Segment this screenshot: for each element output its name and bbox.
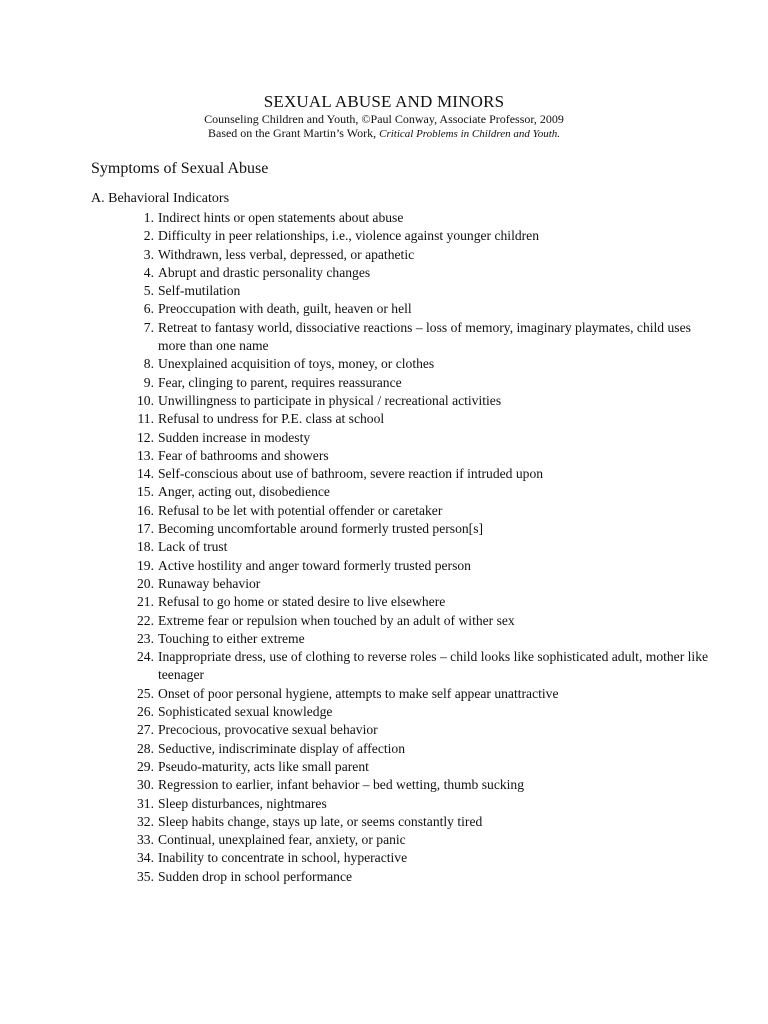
list-item	[120, 721, 720, 739]
list-item	[120, 612, 720, 630]
list-item-number: 5.	[143, 283, 154, 299]
list-item-number: 10.	[137, 392, 154, 408]
source-credit-prefix: Based on the Grant Martin’s Work,	[207, 126, 380, 140]
list-item-text: Indirect hints or open statements about abuse	[158, 210, 404, 225]
list-item-text: Touching to either extreme	[158, 630, 305, 646]
course-credit-line: Counseling Children and Youth, ©Paul Conway, Associate Professor, 2009	[204, 112, 564, 126]
list-item-number: 21.	[137, 594, 154, 610]
source-credit-line	[0, 126, 768, 141]
list-item	[120, 758, 720, 776]
list-item-text: Extreme fear or repulsion when touched by an adult of wither sex	[158, 612, 515, 628]
list-item-text: Abrupt and drastic personality changes	[158, 264, 371, 280]
list-item-text: Refusal to go home or stated desire to live elsewhere	[158, 594, 446, 610]
list-item	[120, 227, 720, 245]
list-item-text: Retreat to fantasy world, dissociative reactions – loss of memory, imaginary playmates, child uses more than one name	[158, 319, 695, 354]
list-item	[120, 868, 720, 886]
list-item	[120, 483, 720, 501]
list-item-text: Sleep habits change, stays up late, or seems constantly tired	[158, 813, 483, 829]
list-item-number: 32.	[137, 813, 154, 829]
list-item	[120, 282, 720, 300]
list-item-text: Sudden drop in school performance	[158, 868, 353, 884]
list-item	[120, 374, 720, 392]
list-item-text: Inability to concentrate in school, hyperactive	[158, 850, 408, 866]
list-item-number: 18.	[137, 539, 154, 555]
list-item-number: 12.	[137, 429, 154, 445]
list-item-number: 17.	[137, 521, 154, 537]
list-item-text: Self-mutilation	[158, 283, 241, 299]
list-item	[120, 392, 720, 410]
document-header	[0, 92, 768, 141]
list-item-number: 22.	[137, 612, 154, 628]
list-item	[120, 319, 720, 356]
list-item	[120, 795, 720, 813]
list-item-number: 29.	[137, 758, 154, 774]
list-item-text: Sudden increase in modesty	[158, 429, 311, 445]
list-item-number: 28.	[137, 740, 154, 756]
list-item-text: Pseudo-maturity, acts like small parent	[158, 758, 369, 774]
list-item-text: Continual, unexplained fear, anxiety, or panic	[158, 832, 406, 848]
list-item	[120, 502, 720, 520]
list-item	[120, 630, 720, 648]
list-item-text: Preoccupation with death, guilt, heaven or hell	[158, 301, 412, 317]
list-item-number: 8.	[143, 356, 154, 372]
list-item-number: 3.	[143, 246, 154, 262]
list-item-text: Withdrawn, less verbal, depressed, or apathetic	[158, 246, 415, 262]
list-item-number: 33.	[137, 832, 154, 848]
list-item-text: Unwillingness to participate in physical / recreational activities	[158, 392, 502, 408]
list-item-number: 16.	[137, 502, 154, 518]
list-item	[120, 447, 720, 465]
list-item-number: 25.	[137, 685, 154, 701]
list-item	[120, 300, 720, 318]
list-item-number: 31.	[137, 795, 154, 811]
list-item	[120, 465, 720, 483]
list-item-number: 20.	[137, 575, 154, 591]
list-item	[120, 410, 720, 428]
list-item-number: 7.	[143, 319, 154, 335]
list-item-number: 34.	[137, 850, 154, 866]
list-item-text: Anger, acting out, disobedience	[158, 484, 330, 500]
list-item-text: Fear of bathrooms and showers	[158, 447, 329, 463]
list-item-text: Runaway behavior	[158, 575, 261, 591]
list-item-number: 19.	[137, 557, 154, 573]
list-item-text: Regression to earlier, infant behavior – bed wetting, thumb sucking	[158, 777, 525, 793]
list-item-text: Self-conscious about use of bathroom, severe reaction if intruded upon	[158, 466, 544, 482]
list-item-number: 6.	[143, 301, 154, 317]
list-item-number: 26.	[137, 704, 154, 720]
list-item-number: 11.	[137, 411, 154, 427]
list-item	[120, 703, 720, 721]
behavioral-indicators-list	[120, 209, 720, 886]
list-item-text: Active hostility and anger toward formerly trusted person	[158, 557, 471, 573]
list-item	[120, 849, 720, 867]
list-item	[120, 831, 720, 849]
list-item-text: Refusal to undress for P.E. class at school	[158, 411, 385, 427]
list-item	[120, 209, 720, 227]
subsection-heading: A. Behavioral Indicators	[91, 191, 230, 206]
list-item-number: 24.	[137, 649, 154, 665]
list-item	[120, 648, 720, 685]
list-item-text: Seductive, indiscriminate display of affection	[158, 740, 406, 756]
list-item-text: Difficulty in peer relationships, i.e., violence against younger children	[158, 228, 540, 244]
list-item	[120, 520, 720, 538]
list-item	[120, 776, 720, 794]
section-heading: Symptoms of Sexual Abuse	[91, 160, 269, 177]
list-item-number: 1.	[143, 210, 154, 225]
list-item-text: Refusal to be let with potential offender or caretaker	[158, 502, 443, 518]
list-item	[120, 575, 720, 593]
list-item-number: 4.	[143, 264, 154, 280]
list-item	[120, 593, 720, 611]
list-item-number: 23.	[137, 630, 154, 646]
list-item-text: Precocious, provocative sexual behavior	[158, 722, 378, 738]
document-title: SEXUAL ABUSE AND MINORS	[263, 92, 505, 111]
list-item-number: 30.	[137, 777, 154, 793]
list-item	[120, 557, 720, 575]
list-item-text: Lack of trust	[158, 539, 228, 555]
list-item	[120, 246, 720, 264]
list-item-number: 27.	[137, 722, 154, 738]
list-item-text: Becoming uncomfortable around formerly trusted person[s]	[158, 521, 484, 537]
list-item	[120, 538, 720, 556]
list-item	[120, 813, 720, 831]
list-item	[120, 429, 720, 447]
list-item-number: 35.	[137, 868, 154, 884]
list-item-text: Sophisticated sexual knowledge	[158, 704, 333, 720]
list-item	[120, 685, 720, 703]
list-item-number: 9.	[143, 374, 154, 390]
list-item-text: Inappropriate dress, use of clothing to reverse roles – child looks like sophisticated adult, mother like teenager	[158, 649, 712, 683]
list-item-number: 2.	[143, 228, 154, 244]
list-item-number: 14.	[137, 466, 154, 482]
list-item	[120, 740, 720, 758]
list-item-text: Onset of poor personal hygiene, attempts to make self appear unattractive	[158, 685, 559, 701]
list-item-text: Fear, clinging to parent, requires reassurance	[158, 374, 402, 390]
list-item	[120, 355, 720, 373]
source-book-title: Critical Problems in Children and Youth.	[379, 128, 561, 140]
list-item-text: Unexplained acquisition of toys, money, or clothes	[158, 356, 435, 372]
list-item-number: 13.	[137, 447, 154, 463]
list-item-number: 15.	[137, 484, 154, 500]
list-item-text: Sleep disturbances, nightmares	[158, 795, 327, 811]
list-item	[120, 264, 720, 282]
